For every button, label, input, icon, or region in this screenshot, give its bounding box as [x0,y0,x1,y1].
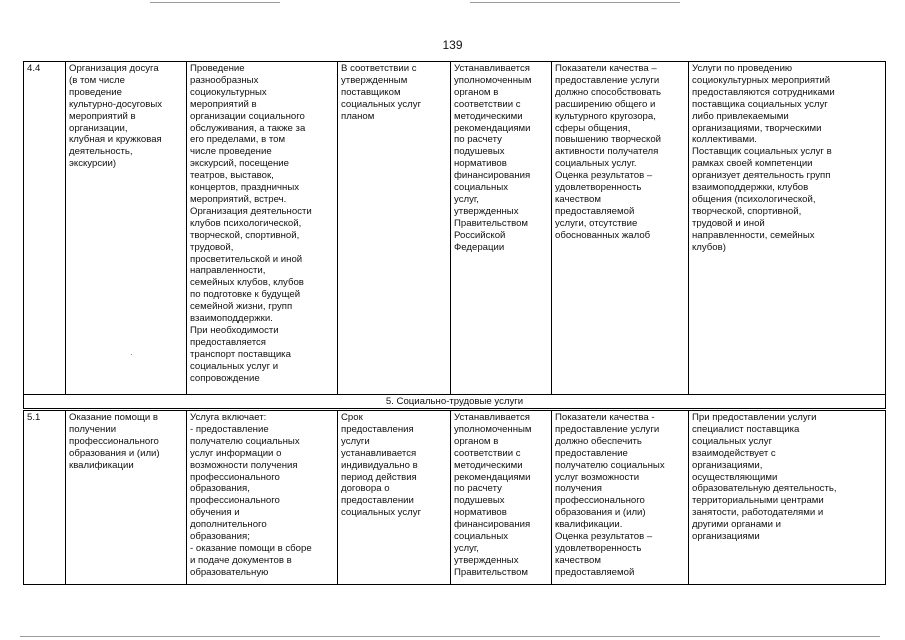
row-number: 5.1 [24,410,66,585]
service-description: Услуга включает: - предоставление получателю социальных услуг информации о возможности получения профессионального образования, профессионального обучения и дополнительного образования; - оказание помощи в сборе и подаче документов в образовательную [187,410,338,585]
scan-edge-top-right [470,2,680,3]
section-title: 5. Социально-трудовые услуги [24,395,886,410]
page-number: 139 [442,38,463,52]
service-name: Оказание помощи в получении профессионального образования и (или) квалификации [66,410,187,585]
row-number: 4.4 [24,62,66,395]
scan-edge-top-left [150,2,280,3]
service-conditions: При предоставлении услуги специалист поставщика социальных услуг взаимодействует с организациями, осуществляющими образовательную деятельность, территориальными центрами занятости, работодателями и другими органами и организациями [689,410,886,585]
service-name: Организация досуга (в том числе проведение культурно-досуговых мероприятий в организации, клубная и кружковая деятельность, экскурсии) [66,62,187,395]
table-row [24,62,886,395]
social-services-table [23,61,886,585]
service-cost-norm: Устанавливается уполномоченным органом в соответствии с методическими рекомендациями по расчету подушевых нормативов финансирования социальных услуг, утвержденных Правительством Российской Федерации [451,62,552,395]
service-cost-norm: Устанавливается уполномоченным органом в соответствии с методическими рекомендациями по расчету подушевых нормативов финансирования социальных услуг, утвержденных Правительством [451,410,552,585]
scan-edge-bottom [20,636,880,637]
table-row [24,410,886,585]
service-term: Срок предоставления услуги устанавливается индивидуально в период действия договора о предоставлении социальных услуг [338,410,451,585]
service-description: Проведение разнообразных социокультурных мероприятий в организации социального обслуживания, а также за его пределами, в том числе проведение экскурсий, посещение театров, выставок, концертов, праздничных мероприятий, встреч. Организация деятельности клубов психологической, творческой, спортивной, трудовой, просветительской и иной направленности, семейных клубов, клубов по подготовке к будущей семейной жизни, групп взаимоподдержки. При необходимости предоставляется транспорт поставщика социальных услуг и сопровождение [187,62,338,395]
service-conditions: Услуги по проведению социокультурных мероприятий предоставляются сотрудниками поставщика социальных услуг либо привлекаемыми организациями, творческими коллективами. Поставщик социальных услуг в рамках своей компетенции организует деятельность групп взаимоподдержки, клубов общения (психологической, творческой, спортивной, трудовой и иной направленности, семейных клубов) [689,62,886,395]
quality-indicators: Показатели качества – предоставление услуги должно способствовать расширению общего и культурного кругозора, сферы общения, повышению творческой активности получателя социальных услуг. Оценка результатов – удовлетворенность качеством предоставляемой услуги, отсутствие обоснованных жалоб [552,62,689,395]
service-term: В соответствии с утвержденным поставщиком социальных услуг планом [338,62,451,395]
section-header-row [24,395,886,410]
quality-indicators: Показатели качества - предоставление услуги должно обеспечить предоставление получателю социальных услуг возможности получения профессионального образования и (или) квалификации. Оценка результатов – удовлетворенность качеством предоставляемой [552,410,689,585]
scan-speck: · [130,350,133,359]
